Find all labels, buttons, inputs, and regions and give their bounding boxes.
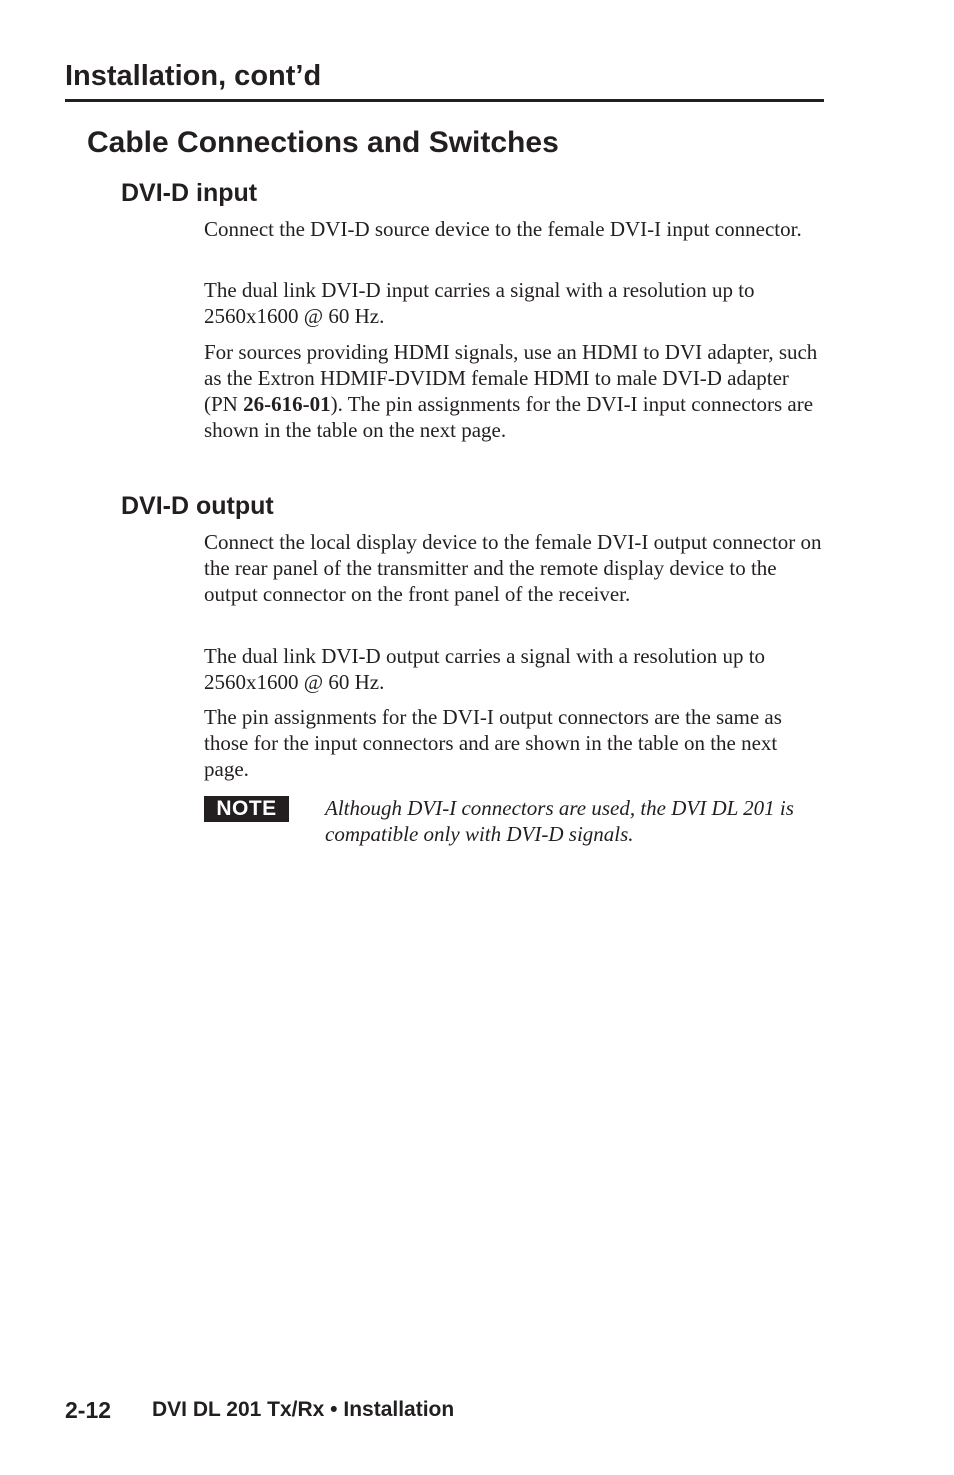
page-header-title: Installation, cont’d [65,60,322,92]
dvi-output-paragraph-3: The pin assignments for the DVI-I output connectors are the same as those for the input connectors and are shown in the table on the next page. [204,705,782,781]
dvi-input-heading: DVI-D input [121,179,258,207]
note-badge: NOTE [204,796,289,822]
header-divider [65,99,824,102]
note-text: Although DVI-I connectors are used, the DVI DL 201 is compatible only with DVI-D signals. [325,796,794,846]
dvi-input-paragraph-3 [204,339,824,443]
dvi-output-paragraph-1: Connect the local display device to the female DVI-I output connector on the rear panel of the transmitter and the remote display device to the output connector on the front panel of the receiver. [204,530,822,606]
dvi-output-heading: DVI-D output [121,492,274,520]
dvi-input-paragraph-2: The dual link DVI-D input carries a signal with a resolution up to 2560x1600 @ 60 Hz. [204,278,755,328]
section-title: Cable Connections and Switches [87,126,559,159]
dvi-input-paragraph-3-text-b: ). The pin assignments for the DVI-I input connectors are shown in the table on the next page. [204,392,814,442]
footer-document-title: DVI DL 201 Tx/Rx • Installation [152,1398,455,1421]
dvi-input-paragraph-3-text-a: For sources providing HDMI signals, use an HDMI to DVI adapter, such as the Extron HDMIF-DVIDM female HDMI to male DVI-D adapter (PN [204,340,818,416]
footer-page-number: 2-12 [65,1397,112,1423]
part-number: 26-616-01 [243,392,331,416]
dvi-input-paragraph-1: Connect the DVI-D source device to the female DVI-I input connector. [204,217,802,241]
dvi-output-paragraph-2: The dual link DVI-D output carries a signal with a resolution up to 2560x1600 @ 60 Hz. [204,644,766,694]
